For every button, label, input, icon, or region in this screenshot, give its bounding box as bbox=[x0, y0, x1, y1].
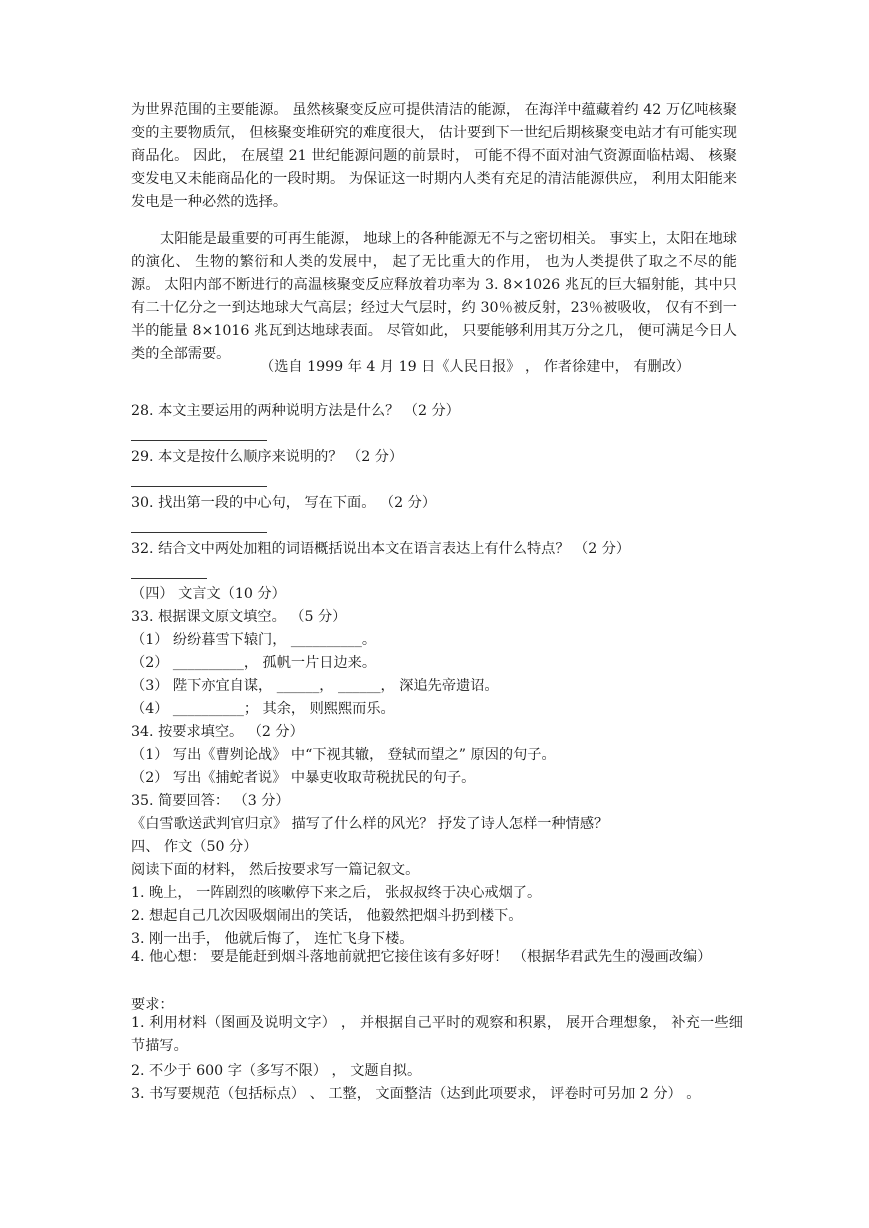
article-source: （选自 1999 年 4 月 19 日《人民日报》 ， 作者徐建中， 有删改） bbox=[260, 359, 691, 375]
answer-line-32[interactable] bbox=[131, 578, 207, 579]
essay-material-4: 4. 他心想： 要是能赶到烟斗落地前就把它接住该有多好呀！ （根据华君武先生的漫画改编） bbox=[131, 949, 712, 965]
question-34-item-2: （2） 写出《捕蛇者说》 中暴吏收取苛税扰民的句子。 bbox=[131, 770, 476, 786]
essay-material-1: 1. 晚上， 一阵剧烈的咳嗽停下来之后， 张叔叔终于决心戒烟了。 bbox=[131, 885, 542, 901]
answer-line-30[interactable] bbox=[131, 532, 267, 533]
article-paragraph-1: 为世界范围的主要能源。 虽然核聚变反应可提供清洁的能源， 在海洋中蕴藏着约 42 万亿吨核聚变的主要物质氘， 但核聚变堆研究的难度很大， 估计要到下一世纪后期核聚变电站才有可能实现商品化。 因此， 在展望 21 世纪能源问题的前景时， 可能不得不面对油气资源面临枯竭、 核聚变发电又未能商品化的一段时期。 为保证这一时期内人类有充足的清洁能源供应， 利用太阳能来发电是一种必然的选择。 bbox=[131, 102, 737, 210]
essay-requirements-label: 要求： bbox=[131, 997, 174, 1013]
essay-intro: 阅读下面的材料， 然后按要求写一篇记叙文。 bbox=[131, 862, 420, 878]
question-33-item-3: （3） 陛下亦宜自谋， ______， ______， 深追先帝遗诏。 bbox=[131, 678, 499, 694]
question-33: 33. 根据课文原文填空。 （5 分） bbox=[131, 609, 347, 625]
question-33-item-2: （2） __________， 孤帆一片日边来。 bbox=[131, 655, 377, 671]
section-classical-heading: （四） 文言文（10 分） bbox=[131, 586, 286, 602]
section-essay-heading: 四、 作文（50 分） bbox=[131, 839, 258, 855]
question-33-item-1: （1） 纷纷暮雪下辕门， __________。 bbox=[131, 632, 377, 648]
question-34: 34. 按要求填空。 （2 分） bbox=[131, 724, 304, 740]
answer-line-28[interactable] bbox=[131, 440, 267, 441]
answer-line-29[interactable] bbox=[131, 486, 267, 487]
article-paragraph-2: 太阳能是最重要的可再生能源， 地球上的各种能源无不与之密切相关。 事实上，太阳在地球的演化、 生物的繁衍和人类的发展中， 起了无比重大的作用， 也为人类提供了取之不尽的能源。 太阳内部不断进行的高温核聚变反应释放着功率为 3. 8×1026 兆瓦的巨大辐射能，其中只有二十亿分之一到达地球大气高层；经过大气层时，约 30％被反射，23％被吸收， 仅有不到一半的能量 8×1016 兆瓦到达地球表面。 尽管如此， 只要能够利用其万分之几， 便可满足今日人类的全部需要。 bbox=[131, 231, 737, 362]
question-35: 35. 简要回答： （3 分） bbox=[131, 793, 290, 809]
essay-material-3: 3. 刚一出手， 他就后悔了， 连忙飞身下楼。 bbox=[131, 931, 414, 947]
essay-requirement-1: 1. 利用材料（图画及说明文字） ， 并根据自己平时的观察和积累， 展开合理想象， 补充一些细节描写。 bbox=[131, 1015, 743, 1054]
question-32: 32. 结合文中两处加粗的词语概括说出本文在语言表达上有什么特点？ （2 分） bbox=[131, 541, 631, 557]
question-35-text: 《白雪歌送武判官归京》 描写了什么样的风光？ 抒发了诗人怎样一种情感？ bbox=[131, 816, 609, 832]
question-30: 30. 找出第一段的中心句， 写在下面。 （2 分） bbox=[131, 495, 437, 511]
essay-requirement-3: 3. 书写要规范（包括标点） 、 工整， 文面整洁（达到此项要求， 评卷时可另加 2 分） 。 bbox=[131, 1086, 701, 1102]
essay-material-2: 2. 想起自己几次因吸烟闹出的笑话， 他毅然把烟斗扔到楼下。 bbox=[131, 908, 523, 924]
question-28: 28. 本文主要运用的两种说明方法是什么？ （2 分） bbox=[131, 403, 460, 419]
question-29: 29. 本文是按什么顺序来说明的？ （2 分） bbox=[131, 449, 404, 465]
question-34-item-1: （1） 写出《曹刿论战》 中“下视其辙， 登轼而望之” 原因的句子。 bbox=[131, 747, 556, 763]
essay-requirement-2: 2. 不少于 600 字（多写不限） ， 文题自拟。 bbox=[131, 1063, 422, 1079]
question-33-item-4: （4） __________； 其余， 则熙熙而乐。 bbox=[131, 701, 395, 717]
